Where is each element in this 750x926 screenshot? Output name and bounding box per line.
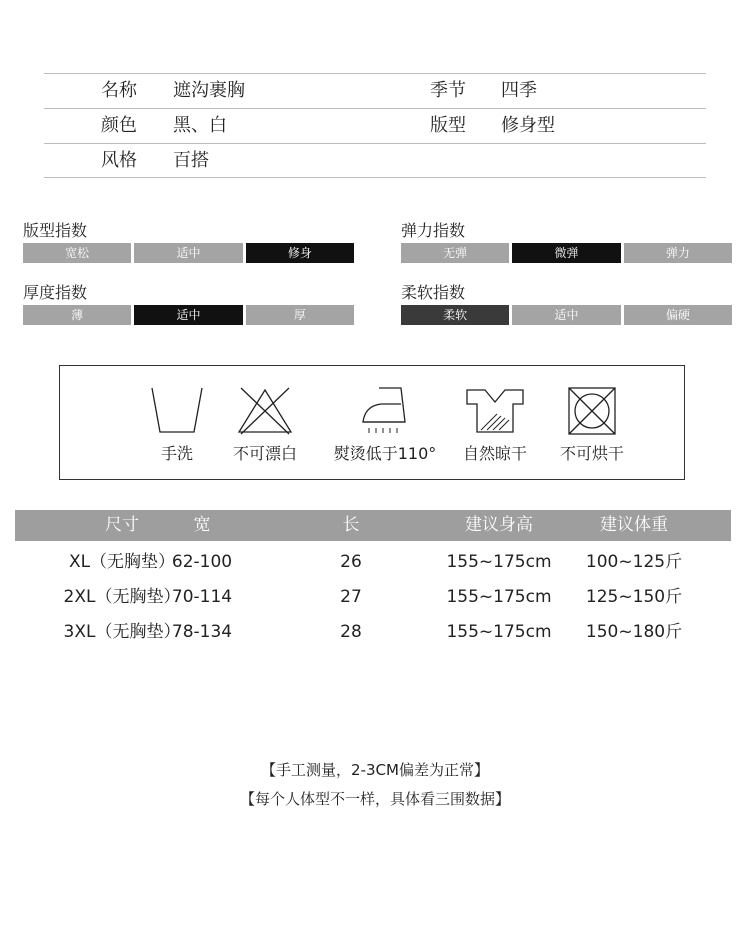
care-item <box>210 366 320 464</box>
cell-length: 28 <box>340 622 362 642</box>
table-row <box>15 583 731 613</box>
info-key: 季节 <box>430 80 466 101</box>
table-row <box>15 618 731 648</box>
fit-option: 宽松 <box>23 243 131 263</box>
care-label: 熨烫低于110° <box>333 444 437 463</box>
softness-index-title: 柔软指数 <box>401 283 466 302</box>
softness-index <box>401 283 732 325</box>
softness-option: 适中 <box>512 305 620 325</box>
stretch-index-bar <box>401 243 732 263</box>
cell-length: 26 <box>340 552 362 572</box>
stretch-option: 无弹 <box>401 243 509 263</box>
info-value: 四季 <box>501 80 537 101</box>
iron-low-icon <box>355 386 415 436</box>
thickness-index <box>23 283 354 325</box>
shade-dry-icon <box>465 386 525 436</box>
product-info-table <box>44 73 706 178</box>
stretch-option: 弹力 <box>624 243 732 263</box>
no-tumble-dry-icon <box>562 386 622 436</box>
info-row <box>44 143 706 178</box>
care-label: 手洗 <box>160 444 193 463</box>
cell-height: 155~175cm <box>446 587 552 607</box>
info-value: 黑、白 <box>173 115 227 136</box>
thickness-index-title: 厚度指数 <box>23 283 88 302</box>
fit-index-title: 版型指数 <box>23 221 88 240</box>
cell-width: 62-100 <box>171 552 233 572</box>
thickness-option-selected: 适中 <box>134 305 242 325</box>
stretch-index-title: 弹力指数 <box>401 221 466 240</box>
care-item <box>325 366 445 464</box>
cell-size: 3XL（无胸垫） <box>63 622 181 642</box>
info-value: 遮沟裹胸 <box>173 80 245 101</box>
info-key: 风格 <box>101 150 137 171</box>
thickness-option: 薄 <box>23 305 131 325</box>
softness-option-selected: 柔软 <box>401 305 509 325</box>
care-label: 不可漂白 <box>232 444 297 463</box>
info-key: 名称 <box>101 80 137 101</box>
cell-size: XL（无胸垫） <box>68 552 176 572</box>
no-bleach-icon <box>235 386 295 436</box>
cell-width: 70-114 <box>171 587 233 607</box>
softness-option: 偏硬 <box>624 305 732 325</box>
measurement-note: 【手工测量，2-3CM偏差为正常】 <box>261 761 489 779</box>
thickness-index-bar <box>23 305 354 325</box>
info-row <box>44 73 706 108</box>
body-shape-note: 【每个人体型不一样，具体看三围数据】 <box>239 790 510 808</box>
header-width: 宽 <box>193 515 211 535</box>
stretch-option-selected: 微弹 <box>512 243 620 263</box>
cell-width: 78-134 <box>171 622 233 642</box>
cell-weight: 125~150斤 <box>585 587 683 607</box>
fit-index-bar <box>23 243 354 263</box>
info-value: 修身型 <box>501 115 555 136</box>
info-value: 百搭 <box>173 150 209 171</box>
care-label: 不可烘干 <box>559 444 624 463</box>
hand-wash-icon <box>147 386 207 436</box>
softness-index-bar <box>401 305 732 325</box>
info-key: 版型 <box>430 115 466 136</box>
cell-height: 155~175cm <box>446 622 552 642</box>
header-size: 尺寸 <box>105 515 139 535</box>
stretch-index <box>401 221 732 263</box>
fit-option: 适中 <box>134 243 242 263</box>
care-instructions <box>59 365 685 480</box>
cell-length: 27 <box>340 587 362 607</box>
care-item <box>440 366 550 464</box>
care-label: 自然晾干 <box>462 444 527 463</box>
cell-weight: 100~125斤 <box>585 552 683 572</box>
fit-index <box>23 221 354 263</box>
cell-height: 155~175cm <box>446 552 552 572</box>
cell-size: 2XL（无胸垫） <box>63 587 181 607</box>
cell-weight: 150~180斤 <box>585 622 683 642</box>
thickness-option: 厚 <box>246 305 354 325</box>
info-row <box>44 108 706 143</box>
info-key: 颜色 <box>101 115 137 136</box>
header-length: 长 <box>342 515 360 535</box>
table-row <box>15 548 731 578</box>
header-height: 建议身高 <box>465 515 533 535</box>
size-table-header <box>15 510 731 541</box>
fit-option-selected: 修身 <box>246 243 354 263</box>
header-weight: 建议体重 <box>600 515 668 535</box>
care-item <box>537 366 647 464</box>
